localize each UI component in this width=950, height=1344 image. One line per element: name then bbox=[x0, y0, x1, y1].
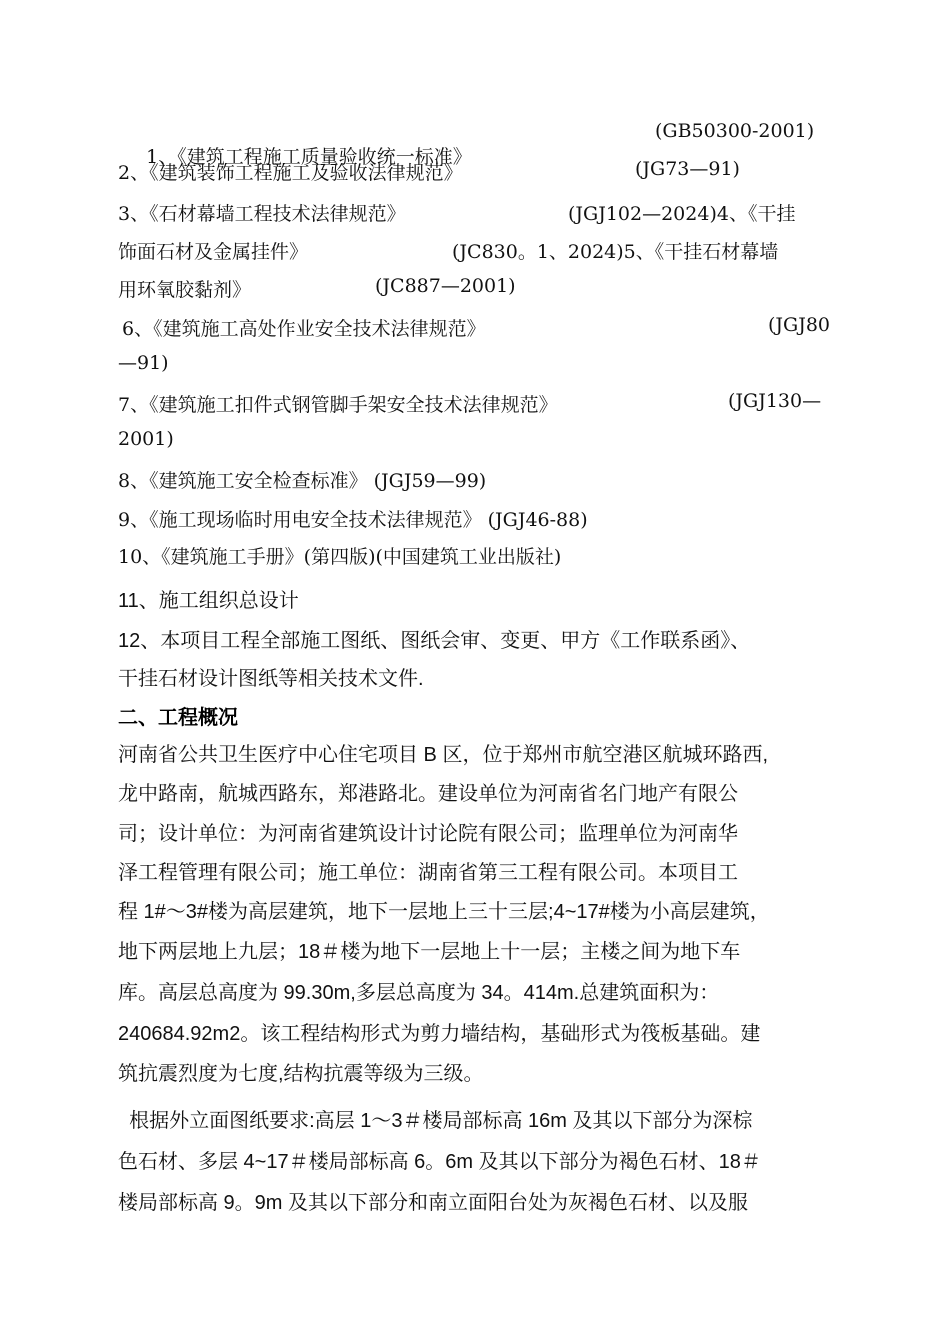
reference-item-3-cont: 饰面石材及金属挂件》 bbox=[118, 241, 309, 263]
requirement-line-2: 色石材、多层 4~17＃楼局部标高 6。6m 及其以下部分为褐色石材、18＃ bbox=[118, 1151, 761, 1173]
reference-item-3: 3、《石材幕墙工程技术法律规范》 bbox=[118, 203, 406, 225]
requirement-line-3: 楼局部标高 9。9m 及其以下部分和南立面阳台处为灰褐色石材、以及服 bbox=[118, 1192, 749, 1214]
overview-line-3: 司；设计单位：为河南省建筑设计讨论院有限公司；监理单位为河南华 bbox=[118, 823, 738, 845]
overview-line-7: 库。高层总高度为 99.30m,多层总高度为 34。414m.总建筑面积为： bbox=[118, 982, 720, 1004]
reference-code-1: (GB50300-2001) bbox=[655, 120, 815, 142]
overview-line-8: 240684.92m2。该工程结构形式为剪力墙结构，基础形式为筏板基础。建 bbox=[118, 1023, 761, 1045]
reference-title: 1、《建筑工程施工质量验收统一标准》 bbox=[146, 146, 472, 168]
reference-item-7-cont: 2001) bbox=[118, 428, 174, 450]
overview-line-1: 河南省公共卫生医疗中心住宅项目 B 区，位于郑州市航空港区航城环路西, bbox=[118, 744, 769, 766]
reference-item-8: 8、《建筑施工安全检查标准》 (JGJ59—99) bbox=[118, 470, 487, 492]
reference-item-10: 10、《建筑施工手册》(第四版)(中国建筑工业出版社) bbox=[118, 546, 562, 568]
reference-code-2: (JG73—91) bbox=[635, 158, 740, 180]
overview-line-9: 筑抗震烈度为七度,结构抗震等级为三级。 bbox=[118, 1063, 484, 1085]
requirement-line-1: 根据外立面图纸要求:高层 1～3＃楼局部标高 16m 及其以下部分为深棕 bbox=[118, 1110, 753, 1132]
reference-code-7: (JGJ130— bbox=[728, 390, 822, 412]
reference-code-5-cont: (JC887—2001) bbox=[375, 275, 516, 297]
reference-item-6: 6、《建筑施工高处作业安全技术法律规范》 bbox=[122, 318, 486, 340]
reference-item-2: 2、《建筑装饰工程施工及验收法律规范》 bbox=[118, 162, 463, 184]
reference-item-6-cont: —91) bbox=[118, 352, 169, 374]
reference-item-5-cont: 用环氧胶黏剂》 bbox=[118, 279, 252, 301]
overview-line-5: 程 1#～3#楼为高层建筑，地下一层地上三十三层;4~17#楼为小高层建筑， bbox=[118, 901, 770, 923]
overview-line-2: 龙中路南，航城西路东，郑港路北。建设单位为河南省名门地产有限公 bbox=[118, 783, 738, 805]
reference-item-12-cont: 干挂石材设计图纸等相关技术文件. bbox=[118, 668, 424, 690]
reference-code-6: (JGJ80 bbox=[768, 314, 831, 336]
overview-line-6: 地下两层地上九层；18＃楼为地下一层地上十一层；主楼之间为地下车 bbox=[118, 941, 741, 963]
section-heading: 二、工程概况 bbox=[118, 705, 238, 729]
overview-line-4: 泽工程管理有限公司；施工单位：湖南省第三工程有限公司。本项目工 bbox=[118, 862, 738, 884]
reference-code-3-cont: (JC830。1、2024)5、《干挂石材幕墙 bbox=[452, 241, 779, 263]
reference-item-12: 12、本项目工程全部施工图纸、图纸会审、变更、甲方《工作联系函》、 bbox=[118, 630, 751, 652]
reference-item-11: 11、施工组织总设计 bbox=[118, 590, 299, 612]
reference-item-7: 7、《建筑施工扣件式钢管脚手架安全技术法律规范》 bbox=[118, 394, 558, 416]
reference-code-3: (JGJ102—2024)4、《干挂 bbox=[568, 203, 796, 225]
reference-item-9: 9、《施工现场临时用电安全技术法律规范》 (JGJ46-88) bbox=[118, 509, 588, 531]
